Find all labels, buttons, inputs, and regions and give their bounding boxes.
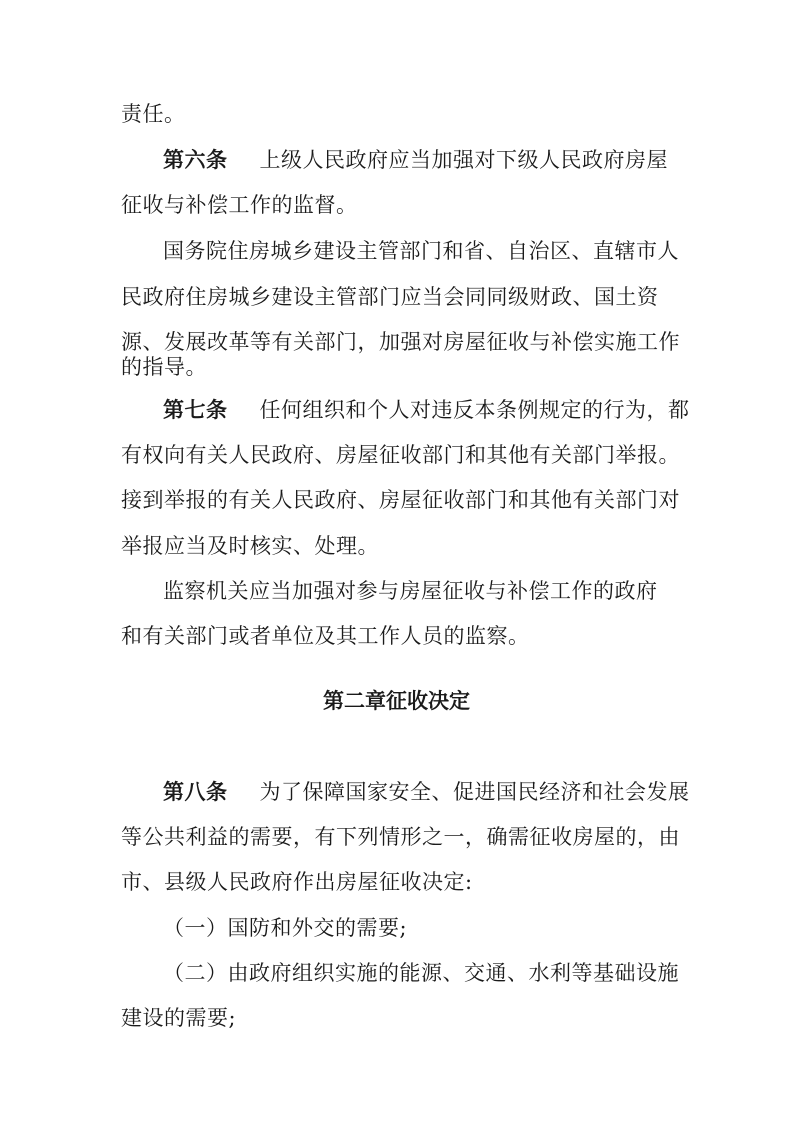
article-8-line-1 xyxy=(163,777,690,807)
article-8-line-2: 等公共利益的需要，有下列情形之一，确需征收房屋的，由 xyxy=(121,825,680,849)
article-6-para2-line-3: 源、发展改革等有关部门，加强对房屋征收与补偿实施工作 xyxy=(121,330,680,354)
article-6-para2-line-1: 国务院住房城乡建设主管部门和省、自治区、直辖市人 xyxy=(163,239,679,263)
article-8-line-3: 市、县级人民政府作出房屋征收决定: xyxy=(121,870,473,894)
article-6-line-2: 征收与补偿工作的监督。 xyxy=(121,193,358,217)
article-7-line-2: 有权向有关人民政府、房屋征收部门和其他有关部门举报。 xyxy=(121,443,680,467)
article-6-label: 第六条 xyxy=(163,148,228,172)
article-8-label: 第八条 xyxy=(163,780,228,804)
article-7-label: 第七条 xyxy=(163,398,228,422)
article-6-para2-line-4: 的指导。 xyxy=(121,355,207,379)
article-7-para2-line-2: 和有关部门或者单位及其工作人员的监察。 xyxy=(121,624,530,648)
article-7-line-4: 举报应当及时核实、处理。 xyxy=(121,534,379,558)
article-7-text: 任何组织和个人对违反本条例规定的行为，都 xyxy=(259,398,690,422)
article-8-text: 为了保障国家安全、促进国民经济和社会发展 xyxy=(259,780,690,804)
article-6-para2-line-2: 民政府住房城乡建设主管部门应当会同同级财政、国土资 xyxy=(121,285,659,309)
article-8-item-2-line-2: 建设的需要; xyxy=(121,1006,237,1030)
article-6-line-1 xyxy=(163,145,673,175)
article-7-para2-line-1: 监察机关应当加强对参与房屋征收与补偿工作的政府 xyxy=(163,579,658,603)
article-7-line-1 xyxy=(163,395,690,425)
article-8-item-2-line-1: （二）由政府组织实施的能源、交通、水利等基础设施 xyxy=(163,961,679,985)
article-8-item-1: （一）国防和外交的需要; xyxy=(163,916,408,940)
chapter-title: 第二章征收决定 xyxy=(323,689,470,713)
paragraph-line: 责任。 xyxy=(121,102,186,126)
article-6-text: 上级人民政府应当加强对下级人民政府房屋 xyxy=(259,148,668,172)
article-7-line-3: 接到举报的有关人民政府、房屋征收部门和其他有关部门对 xyxy=(121,488,680,512)
